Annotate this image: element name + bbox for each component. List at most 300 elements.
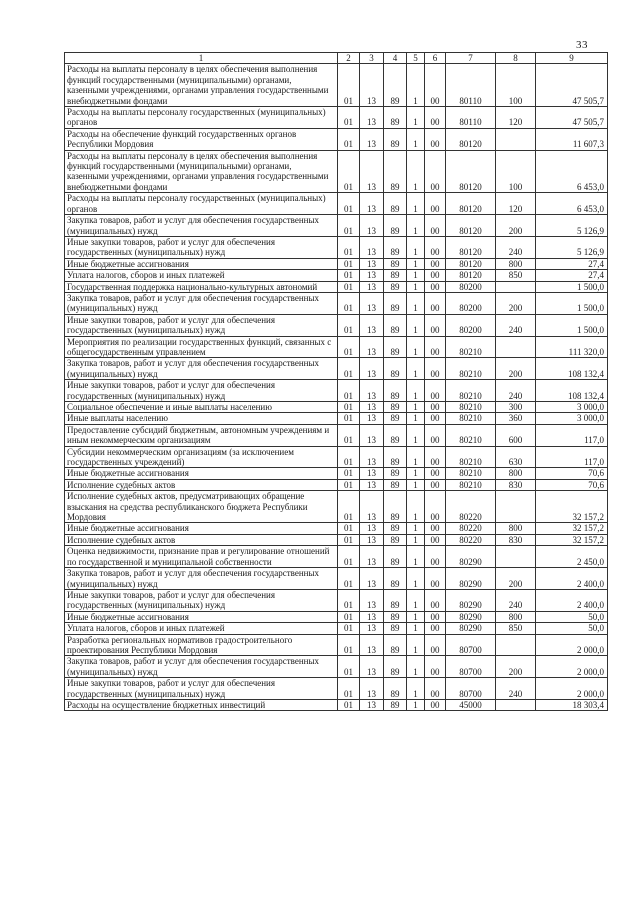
row-description: Закупка товаров, работ и услуг для обеспечения государственных (муниципальных) нужд xyxy=(65,568,338,590)
expense-type-code: 830 xyxy=(496,534,536,545)
subprogram-code: 1 xyxy=(407,424,425,446)
section-code: 01 xyxy=(338,215,360,237)
target-code: 80110 xyxy=(446,107,496,129)
event-code: 00 xyxy=(425,270,446,281)
expense-type-code xyxy=(496,281,536,292)
program-code: 89 xyxy=(384,270,407,281)
subprogram-code: 1 xyxy=(407,546,425,568)
table-row xyxy=(65,634,608,656)
subprogram-code: 1 xyxy=(407,336,425,358)
row-description: Расходы на выплаты персоналу государственных (муниципальных) органов xyxy=(65,107,338,129)
expense-type-code: 240 xyxy=(496,314,536,336)
target-code: 80210 xyxy=(446,446,496,468)
subprogram-code: 1 xyxy=(407,468,425,479)
event-code: 00 xyxy=(425,424,446,446)
expense-type-code: 200 xyxy=(496,292,536,314)
program-code: 89 xyxy=(384,623,407,634)
event-code: 00 xyxy=(425,656,446,678)
subprogram-code: 1 xyxy=(407,611,425,622)
subprogram-code: 1 xyxy=(407,358,425,380)
expense-type-code: 100 xyxy=(496,150,536,193)
event-code: 00 xyxy=(425,358,446,380)
event-code: 00 xyxy=(425,128,446,150)
amount: 27,4 xyxy=(536,270,608,281)
subprogram-code: 1 xyxy=(407,479,425,490)
expense-type-code: 120 xyxy=(496,193,536,215)
target-code: 80210 xyxy=(446,468,496,479)
column-header: 6 xyxy=(425,53,446,64)
budget-table xyxy=(64,52,608,711)
table-row xyxy=(65,358,608,380)
expense-type-code: 850 xyxy=(496,270,536,281)
expense-type-code: 360 xyxy=(496,413,536,424)
target-code: 45000 xyxy=(446,699,496,710)
amount: 2 000,0 xyxy=(536,678,608,700)
row-description: Предоставление субсидий бюджетным, автономным учреждениям и иным некоммерческим организациям xyxy=(65,424,338,446)
expense-type-code xyxy=(496,546,536,568)
page-number: 33 xyxy=(576,39,588,51)
section-code: 01 xyxy=(338,611,360,622)
amount: 18 303,4 xyxy=(536,699,608,710)
subsection-code: 13 xyxy=(360,424,384,446)
section-code: 01 xyxy=(338,546,360,568)
subsection-code: 13 xyxy=(360,699,384,710)
subprogram-code: 1 xyxy=(407,215,425,237)
event-code: 00 xyxy=(425,523,446,534)
amount: 50,0 xyxy=(536,611,608,622)
expense-type-code: 200 xyxy=(496,358,536,380)
section-code: 01 xyxy=(338,589,360,611)
subsection-code: 13 xyxy=(360,678,384,700)
target-code: 80290 xyxy=(446,546,496,568)
expense-type-code: 200 xyxy=(496,656,536,678)
event-code: 00 xyxy=(425,402,446,413)
event-code: 00 xyxy=(425,699,446,710)
expense-type-code: 630 xyxy=(496,446,536,468)
event-code: 00 xyxy=(425,236,446,258)
column-header: 5 xyxy=(407,53,425,64)
row-description: Иные закупки товаров, работ и услуг для обеспечения государственных (муниципальных) нужд xyxy=(65,589,338,611)
row-description: Иные закупки товаров, работ и услуг для обеспечения государственных (муниципальных) нужд xyxy=(65,236,338,258)
amount: 1 500,0 xyxy=(536,281,608,292)
subsection-code: 13 xyxy=(360,281,384,292)
amount: 32 157,2 xyxy=(536,534,608,545)
program-code: 89 xyxy=(384,64,407,107)
row-description: Иные закупки товаров, работ и услуг для обеспечения государственных (муниципальных) нужд xyxy=(65,678,338,700)
expense-type-code: 240 xyxy=(496,380,536,402)
table-row xyxy=(65,491,608,523)
table-row xyxy=(65,568,608,590)
subprogram-code: 1 xyxy=(407,292,425,314)
section-code: 01 xyxy=(338,523,360,534)
subsection-code: 13 xyxy=(360,611,384,622)
amount: 108 132,4 xyxy=(536,358,608,380)
section-code: 01 xyxy=(338,413,360,424)
program-code: 89 xyxy=(384,402,407,413)
row-description: Закупка товаров, работ и услуг для обеспечения государственных (муниципальных) нужд xyxy=(65,215,338,237)
subprogram-code: 1 xyxy=(407,128,425,150)
amount: 108 132,4 xyxy=(536,380,608,402)
row-description: Исполнение судебных актов, предусматривающих обращение взыскания на средства республиканского бюджета Республики Мордовия xyxy=(65,491,338,523)
subprogram-code: 1 xyxy=(407,634,425,656)
expense-type-code: 850 xyxy=(496,623,536,634)
expense-type-code xyxy=(496,634,536,656)
target-code: 80700 xyxy=(446,656,496,678)
target-code: 80120 xyxy=(446,270,496,281)
subsection-code: 13 xyxy=(360,314,384,336)
event-code: 00 xyxy=(425,150,446,193)
row-description: Государственная поддержка национально-культурных автономий xyxy=(65,281,338,292)
expense-type-code xyxy=(496,128,536,150)
table-row xyxy=(65,656,608,678)
subsection-code: 13 xyxy=(360,634,384,656)
amount: 70,6 xyxy=(536,468,608,479)
target-code: 80220 xyxy=(446,523,496,534)
amount: 11 607,3 xyxy=(536,128,608,150)
row-description: Субсидии некоммерческим организациям (за исключением государственных учреждений) xyxy=(65,446,338,468)
amount: 5 126,9 xyxy=(536,215,608,237)
amount: 3 000,0 xyxy=(536,413,608,424)
amount: 3 000,0 xyxy=(536,402,608,413)
row-description: Социальное обеспечение и иные выплаты населению xyxy=(65,402,338,413)
subprogram-code: 1 xyxy=(407,258,425,269)
subprogram-code: 1 xyxy=(407,193,425,215)
subsection-code: 13 xyxy=(360,236,384,258)
table-row xyxy=(65,402,608,413)
amount: 6 453,0 xyxy=(536,150,608,193)
event-code: 00 xyxy=(425,534,446,545)
target-code: 80120 xyxy=(446,150,496,193)
event-code: 00 xyxy=(425,292,446,314)
section-code: 01 xyxy=(338,336,360,358)
event-code: 00 xyxy=(425,611,446,622)
section-code: 01 xyxy=(338,402,360,413)
subprogram-code: 1 xyxy=(407,413,425,424)
program-code: 89 xyxy=(384,523,407,534)
event-code: 00 xyxy=(425,546,446,568)
target-code: 80200 xyxy=(446,281,496,292)
target-code: 80110 xyxy=(446,64,496,107)
expense-type-code: 800 xyxy=(496,258,536,269)
section-code: 01 xyxy=(338,64,360,107)
section-code: 01 xyxy=(338,446,360,468)
subsection-code: 13 xyxy=(360,446,384,468)
program-code: 89 xyxy=(384,358,407,380)
column-header: 3 xyxy=(360,53,384,64)
row-description: Уплата налогов, сборов и иных платежей xyxy=(65,623,338,634)
program-code: 89 xyxy=(384,424,407,446)
target-code: 80210 xyxy=(446,479,496,490)
expense-type-code: 120 xyxy=(496,107,536,129)
subsection-code: 13 xyxy=(360,258,384,269)
table-row xyxy=(65,150,608,193)
subsection-code: 13 xyxy=(360,546,384,568)
subprogram-code: 1 xyxy=(407,446,425,468)
program-code: 89 xyxy=(384,215,407,237)
row-description: Иные выплаты населению xyxy=(65,413,338,424)
table-row xyxy=(65,589,608,611)
program-code: 89 xyxy=(384,258,407,269)
subsection-code: 13 xyxy=(360,413,384,424)
expense-type-code: 800 xyxy=(496,468,536,479)
subprogram-code: 1 xyxy=(407,64,425,107)
row-description: Разработка региональных нормативов градостроительного проектирования Республики Мордовия xyxy=(65,634,338,656)
section-code: 01 xyxy=(338,292,360,314)
amount: 32 157,2 xyxy=(536,523,608,534)
subprogram-code: 1 xyxy=(407,150,425,193)
row-description: Уплата налогов, сборов и иных платежей xyxy=(65,270,338,281)
section-code: 01 xyxy=(338,258,360,269)
row-description: Расходы на осуществление бюджетных инвестиций xyxy=(65,699,338,710)
subprogram-code: 1 xyxy=(407,402,425,413)
section-code: 01 xyxy=(338,699,360,710)
subprogram-code: 1 xyxy=(407,699,425,710)
program-code: 89 xyxy=(384,468,407,479)
target-code: 80700 xyxy=(446,634,496,656)
target-code: 80120 xyxy=(446,128,496,150)
program-code: 89 xyxy=(384,236,407,258)
table-row xyxy=(65,314,608,336)
target-code: 80210 xyxy=(446,358,496,380)
amount: 6 453,0 xyxy=(536,193,608,215)
expense-type-code: 200 xyxy=(496,215,536,237)
expense-type-code xyxy=(496,491,536,523)
table-row xyxy=(65,534,608,545)
section-code: 01 xyxy=(338,358,360,380)
target-code: 80210 xyxy=(446,380,496,402)
program-code: 89 xyxy=(384,314,407,336)
table-body xyxy=(65,64,608,711)
row-description: Оценка недвижимости, признание прав и регулирование отношений по государственной и муниципальной собственности xyxy=(65,546,338,568)
event-code: 00 xyxy=(425,258,446,269)
program-code: 89 xyxy=(384,281,407,292)
row-description: Мероприятия по реализации государственных функций, связанных с общегосударственным управлением xyxy=(65,336,338,358)
event-code: 00 xyxy=(425,314,446,336)
column-header: 4 xyxy=(384,53,407,64)
table-row xyxy=(65,699,608,710)
target-code: 80120 xyxy=(446,258,496,269)
column-header: 7 xyxy=(446,53,496,64)
target-code: 80290 xyxy=(446,611,496,622)
subsection-code: 13 xyxy=(360,523,384,534)
subsection-code: 13 xyxy=(360,589,384,611)
section-code: 01 xyxy=(338,236,360,258)
row-description: Иные закупки товаров, работ и услуг для обеспечения государственных (муниципальных) нужд xyxy=(65,314,338,336)
header-row xyxy=(65,53,608,64)
section-code: 01 xyxy=(338,150,360,193)
row-description: Закупка товаров, работ и услуг для обеспечения государственных (муниципальных) нужд xyxy=(65,358,338,380)
event-code: 00 xyxy=(425,64,446,107)
target-code: 80700 xyxy=(446,678,496,700)
section-code: 01 xyxy=(338,193,360,215)
expense-type-code: 240 xyxy=(496,236,536,258)
subsection-code: 13 xyxy=(360,656,384,678)
target-code: 80290 xyxy=(446,623,496,634)
event-code: 00 xyxy=(425,491,446,523)
program-code: 89 xyxy=(384,479,407,490)
subprogram-code: 1 xyxy=(407,523,425,534)
table-row xyxy=(65,107,608,129)
table-row xyxy=(65,424,608,446)
event-code: 00 xyxy=(425,468,446,479)
program-code: 89 xyxy=(384,380,407,402)
section-code: 01 xyxy=(338,568,360,590)
program-code: 89 xyxy=(384,413,407,424)
section-code: 01 xyxy=(338,491,360,523)
section-code: 01 xyxy=(338,270,360,281)
subsection-code: 13 xyxy=(360,107,384,129)
subsection-code: 13 xyxy=(360,193,384,215)
section-code: 01 xyxy=(338,656,360,678)
row-description: Иные бюджетные ассигнования xyxy=(65,258,338,269)
event-code: 00 xyxy=(425,336,446,358)
section-code: 01 xyxy=(338,678,360,700)
section-code: 01 xyxy=(338,424,360,446)
target-code: 80200 xyxy=(446,292,496,314)
expense-type-code xyxy=(496,699,536,710)
amount: 47 505,7 xyxy=(536,107,608,129)
subsection-code: 13 xyxy=(360,358,384,380)
expense-type-code: 100 xyxy=(496,64,536,107)
event-code: 00 xyxy=(425,413,446,424)
subprogram-code: 1 xyxy=(407,491,425,523)
subprogram-code: 1 xyxy=(407,678,425,700)
subprogram-code: 1 xyxy=(407,380,425,402)
program-code: 89 xyxy=(384,568,407,590)
row-description: Расходы на выплаты персоналу в целях обеспечения выполнения функций государственными (муниципальными) органами, казенными учреждениями, органами управления государственными внебюджетными фондами xyxy=(65,150,338,193)
target-code: 80210 xyxy=(446,402,496,413)
table-row xyxy=(65,193,608,215)
table-row xyxy=(65,413,608,424)
event-code: 00 xyxy=(425,281,446,292)
amount: 1 500,0 xyxy=(536,314,608,336)
table-row xyxy=(65,128,608,150)
table-row xyxy=(65,64,608,107)
subsection-code: 13 xyxy=(360,479,384,490)
target-code: 80210 xyxy=(446,413,496,424)
section-code: 01 xyxy=(338,380,360,402)
table-row xyxy=(65,270,608,281)
program-code: 89 xyxy=(384,534,407,545)
program-code: 89 xyxy=(384,128,407,150)
target-code: 80210 xyxy=(446,336,496,358)
program-code: 89 xyxy=(384,491,407,523)
row-description: Расходы на выплаты персоналу государственных (муниципальных) органов xyxy=(65,193,338,215)
subprogram-code: 1 xyxy=(407,534,425,545)
column-header: 8 xyxy=(496,53,536,64)
table-row xyxy=(65,678,608,700)
target-code: 80210 xyxy=(446,424,496,446)
row-description: Иные бюджетные ассигнования xyxy=(65,468,338,479)
table-row xyxy=(65,236,608,258)
program-code: 89 xyxy=(384,546,407,568)
section-code: 01 xyxy=(338,534,360,545)
table-row xyxy=(65,546,608,568)
subsection-code: 13 xyxy=(360,292,384,314)
program-code: 89 xyxy=(384,292,407,314)
amount: 117,0 xyxy=(536,446,608,468)
row-description: Закупка товаров, работ и услуг для обеспечения государственных (муниципальных) нужд xyxy=(65,292,338,314)
subsection-code: 13 xyxy=(360,402,384,413)
program-code: 89 xyxy=(384,589,407,611)
expense-type-code: 800 xyxy=(496,611,536,622)
subprogram-code: 1 xyxy=(407,281,425,292)
section-code: 01 xyxy=(338,281,360,292)
table-row xyxy=(65,258,608,269)
expense-type-code: 300 xyxy=(496,402,536,413)
amount: 117,0 xyxy=(536,424,608,446)
subprogram-code: 1 xyxy=(407,270,425,281)
subsection-code: 13 xyxy=(360,215,384,237)
program-code: 89 xyxy=(384,678,407,700)
program-code: 89 xyxy=(384,150,407,193)
event-code: 00 xyxy=(425,107,446,129)
subsection-code: 13 xyxy=(360,270,384,281)
row-description: Исполнение судебных актов xyxy=(65,479,338,490)
section-code: 01 xyxy=(338,479,360,490)
amount: 111 320,0 xyxy=(536,336,608,358)
table-row xyxy=(65,611,608,622)
program-code: 89 xyxy=(384,336,407,358)
subsection-code: 13 xyxy=(360,336,384,358)
event-code: 00 xyxy=(425,634,446,656)
amount: 27,4 xyxy=(536,258,608,269)
program-code: 89 xyxy=(384,656,407,678)
target-code: 80120 xyxy=(446,236,496,258)
event-code: 00 xyxy=(425,568,446,590)
subsection-code: 13 xyxy=(360,128,384,150)
subprogram-code: 1 xyxy=(407,656,425,678)
expense-type-code: 800 xyxy=(496,523,536,534)
target-code: 80200 xyxy=(446,314,496,336)
subprogram-code: 1 xyxy=(407,623,425,634)
table-row xyxy=(65,446,608,468)
expense-type-code: 830 xyxy=(496,479,536,490)
table-row xyxy=(65,281,608,292)
program-code: 89 xyxy=(384,107,407,129)
target-code: 80220 xyxy=(446,491,496,523)
column-header: 9 xyxy=(536,53,608,64)
event-code: 00 xyxy=(425,446,446,468)
subsection-code: 13 xyxy=(360,64,384,107)
target-code: 80290 xyxy=(446,589,496,611)
column-header: 2 xyxy=(338,53,360,64)
row-description: Иные бюджетные ассигнования xyxy=(65,523,338,534)
table-row xyxy=(65,468,608,479)
amount: 70,6 xyxy=(536,479,608,490)
section-code: 01 xyxy=(338,468,360,479)
amount: 47 505,7 xyxy=(536,64,608,107)
row-description: Расходы на обеспечение функций государственных органов Республики Мордовия xyxy=(65,128,338,150)
target-code: 80120 xyxy=(446,193,496,215)
column-header: 1 xyxy=(65,53,338,64)
event-code: 00 xyxy=(425,678,446,700)
event-code: 00 xyxy=(425,479,446,490)
amount: 2 000,0 xyxy=(536,634,608,656)
amount: 2 000,0 xyxy=(536,656,608,678)
amount: 5 126,9 xyxy=(536,236,608,258)
program-code: 89 xyxy=(384,193,407,215)
table-row xyxy=(65,380,608,402)
amount: 1 500,0 xyxy=(536,292,608,314)
table-row xyxy=(65,479,608,490)
table-row xyxy=(65,623,608,634)
amount: 2 450,0 xyxy=(536,546,608,568)
subprogram-code: 1 xyxy=(407,589,425,611)
subprogram-code: 1 xyxy=(407,314,425,336)
row-description: Расходы на выплаты персоналу в целях обеспечения выполнения функций государственными (муниципальными) органами, казенными учреждениями, органами управления государственными внебюджетными фондами xyxy=(65,64,338,107)
event-code: 00 xyxy=(425,380,446,402)
